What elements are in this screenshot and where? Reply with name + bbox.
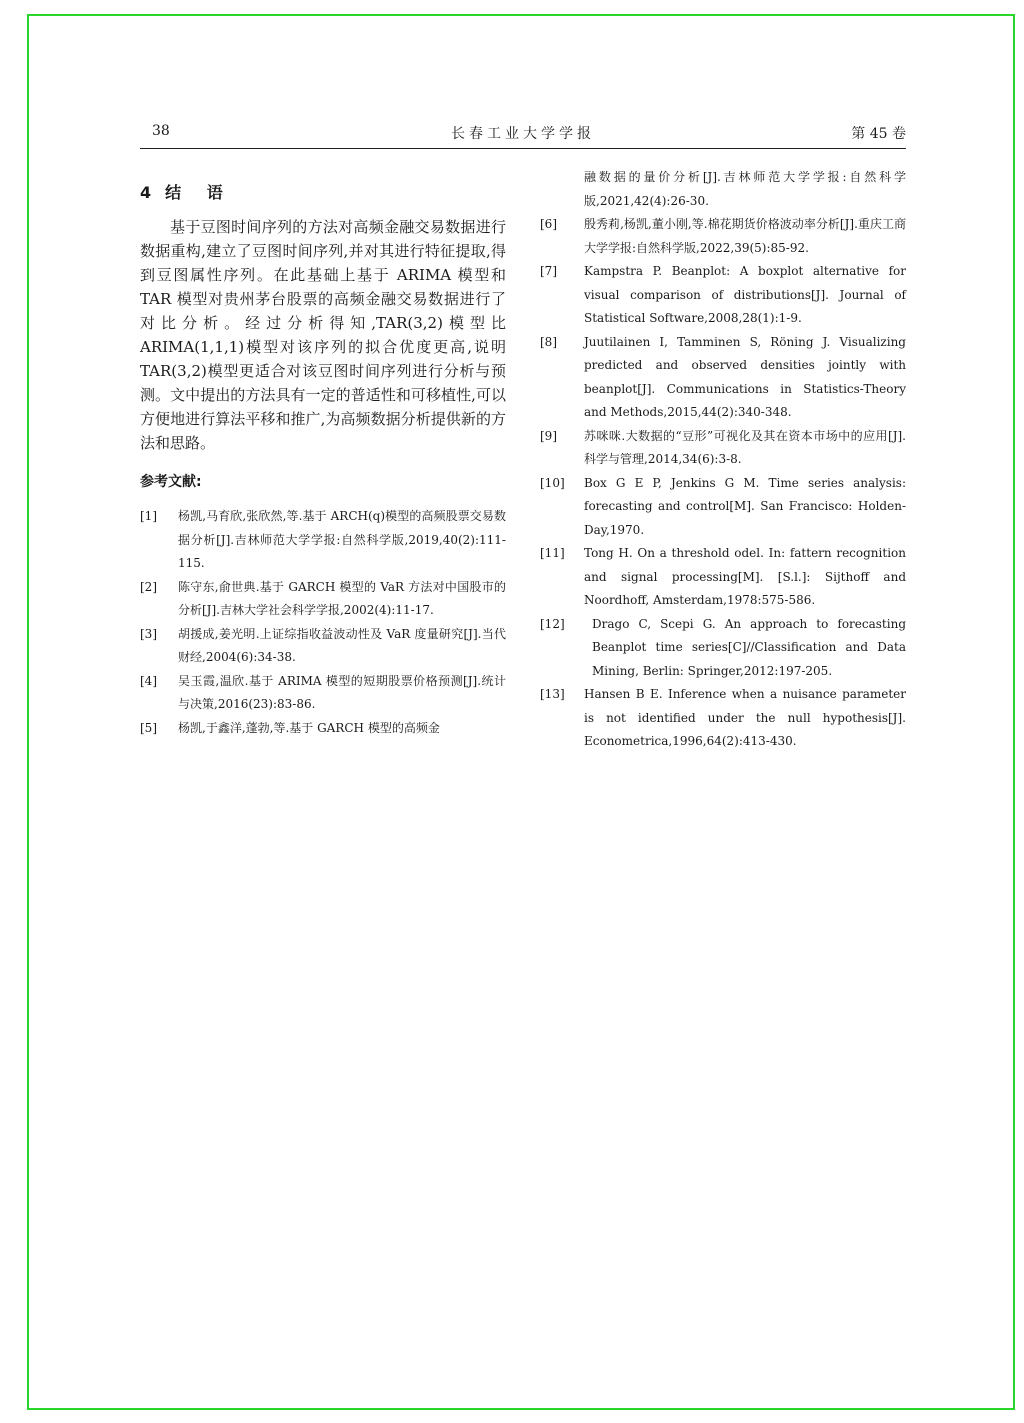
reference-item [540, 472, 906, 543]
reference-tag: [13] [540, 687, 565, 701]
section-number: 4 [140, 183, 152, 202]
reference-tag: [8] [540, 334, 557, 349]
reference-text: Juutilainen I, Tamminen S, Röning J. Visualizing predicted and observed densities jointly with beanplot[J]. Communications in Statistics-Theory and Methods,2015,44(2):340-348. [584, 334, 906, 419]
reference-text: 胡援成,姜光明.上证综指收益波动性及 VaR 度量研究[J].当代财经,2004(6):34-38. [178, 626, 506, 664]
reference-text: Tong H. On a threshold odel. In: fattern recognition and signal processing[M]. [S.l.]: Sijthoff and Noordhoff, Amsterdam,1978:575-586. [584, 546, 906, 607]
conclusion-paragraph: 基于豆图时间序列的方法对高频金融交易数据进行数据重构,建立了豆图时间序列,并对其进行特征提取,得到豆图属性序列。在此基础上基于 ARIMA 模型和 TAR 模型对贵州茅台股票的高频金融交易数据进行了对比分析。经过分析得知,TAR(3,2)模型比 ARIMA(1,1,1)模型对该序列的拟合优度更高,说明 TAR(3,2)模型更适合对该豆图时间序列进行分析与预测。文中提出的方法具有一定的普适性和可移植性,可以方便地进行算法平移和推广,为高频数据分析提供新的方法和思路。 [140, 218, 506, 452]
reference-item [540, 613, 906, 684]
reference-item [140, 505, 506, 576]
reference-tag: [10] [540, 475, 565, 490]
reference-tag: [2] [140, 579, 157, 594]
reference-text: Box G E P, Jenkins G M. Time series analysis: forecasting and control[M]. San Francisco: Holden-Day,1970. [584, 475, 906, 537]
reference-tag: [11] [540, 546, 565, 560]
section-title: 结 语 [165, 183, 233, 202]
reference-item [540, 683, 906, 754]
volume-label: 第 45 卷 [851, 126, 906, 142]
reference-item [140, 576, 506, 623]
reference-tag: [6] [540, 217, 557, 231]
journal-name: 长春工业大学学报 [451, 126, 595, 142]
references-heading: 参考文献: [140, 474, 202, 490]
running-header [140, 120, 906, 149]
reference-item [140, 717, 506, 741]
reference-text: 殷秀莉,杨凯,董小刚,等.棉花期货价格波动率分析[J].重庆工商大学学报:自然科学版,2022,39(5):85-92. [584, 217, 906, 255]
reference-item [540, 213, 906, 260]
reference-text: Hansen B E. Inference when a nuisance parameter is not identified under the null hypothesis[J]. Econometrica,1996,64(2):413-430. [584, 687, 906, 748]
reference-item [140, 670, 506, 717]
reference-text: Kampstra P. Beanplot: A boxplot alternative for visual comparison of distributions[J]. Journal of Statistical Software,2008,28(1):1-9. [584, 264, 906, 325]
reference-text: Drago C, Scepi G. An approach to forecasting Beanplot time series[C]//Classification and Data Mining, Berlin: Springer,2012:197-205. [592, 616, 906, 678]
section-heading [140, 180, 506, 203]
right-column [540, 166, 906, 754]
reference-text: 吴玉霞,温欣.基于 ARIMA 模型的短期股票价格预测[J].统计与决策,2016(23):83-86. [178, 673, 506, 711]
reference-tag: [1] [140, 509, 157, 523]
reference-tag: [7] [540, 264, 557, 278]
reference-item [540, 260, 906, 331]
reference-tag: [9] [540, 428, 557, 443]
reference-item [540, 331, 906, 425]
reference-item [540, 542, 906, 613]
reference-tag: [4] [140, 673, 157, 688]
reference-continuation: 融数据的量价分析[J].吉林师范大学学报:自然科学版,2021,42(4):26-30. [584, 170, 906, 208]
reference-text: 杨凯,于鑫洋,蓬勃,等.基于 GARCH 模型的高频金 [178, 720, 440, 735]
reference-tag: [12] [540, 616, 565, 631]
reference-tag: [5] [140, 720, 157, 735]
reference-item [140, 623, 506, 670]
reference-text: 杨凯,马育欣,张欣然,等.基于 ARCH(q)模型的高频股票交易数据分析[J].吉林师范大学学报:自然科学版,2019,40(2):111-115. [178, 509, 506, 570]
page-number: 38 [152, 123, 170, 139]
reference-text: 苏咪咪.大数据的“豆形”可视化及其在资本市场中的应用[J].科学与管理,2014,34(6):3-8. [584, 428, 906, 466]
reference-item [540, 425, 906, 472]
reference-text: 陈守东,俞世典.基于 GARCH 模型的 VaR 方法对中国股市的分析[J].吉林大学社会科学学报,2002(4):11-17. [178, 579, 506, 617]
reference-tag: [3] [140, 626, 157, 641]
left-column [140, 180, 506, 740]
